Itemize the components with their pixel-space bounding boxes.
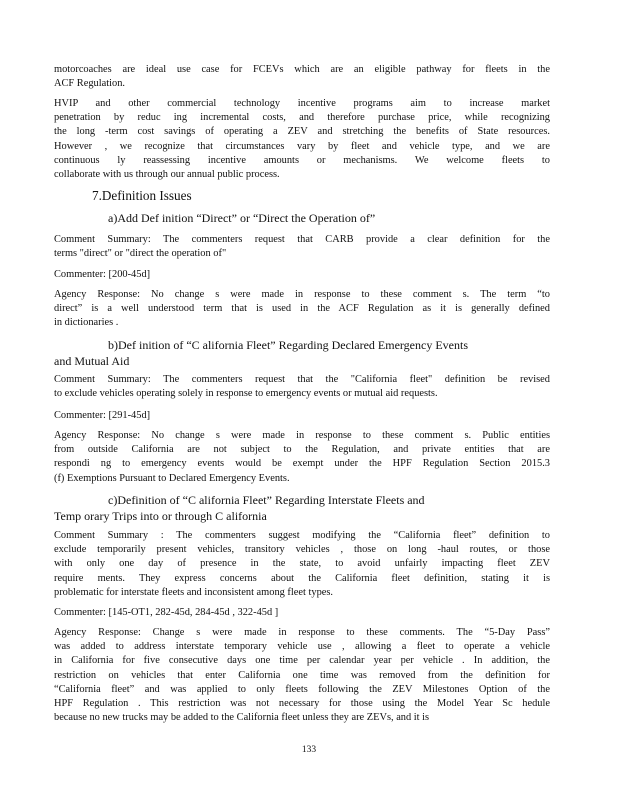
subsection-c-commenter — [54, 606, 550, 620]
text-line: with only one day of presence in the state, to avoid unfairly impacting fleet ZEV — [54, 558, 550, 570]
text-line: to exclude vehicles operating solely in response to emergency events or mutual aid requests. — [54, 388, 438, 400]
section-heading: 7.Definition Issues — [92, 188, 192, 203]
text-line: direct” is a well understood term that is used in the ACF Regulation as it is generally defined — [54, 303, 550, 315]
text-line: the long -term cost savings of operating a ZEV and stretching the benefits of State resources. — [54, 126, 550, 138]
text-line: Agency Response: No change s were made in response to these comment s. Public entities — [54, 430, 550, 441]
text-line: Comment Summary: The commenters request that the "California fleet" definition be revised — [54, 374, 550, 385]
page-number: 133 — [301, 745, 317, 755]
commenter-line: Commenter: [291-45d] — [54, 410, 151, 421]
text-line: HVIP and other commercial technology incentive programs aim to increase market — [54, 98, 550, 109]
text-line: Comment Summary: The commenters request that CARB provide a clear definition for the — [54, 234, 550, 245]
subsection-c-heading — [54, 493, 550, 524]
text-line: require ments. They express concerns about the California fleet definition, stating it is — [54, 572, 550, 584]
text-line: “California fleet” and was applied to only fleets following the ZEV Milestones Option of the — [54, 683, 550, 695]
text-line: continuous ly reassessing incentive amounts or mechanisms. We welcome fleets to — [54, 154, 550, 166]
commenter-line: Commenter: [200-45d] — [54, 269, 151, 280]
subsection-a-summary — [54, 233, 550, 261]
subsection-b-response — [54, 429, 550, 486]
subsection-b-summary — [54, 373, 550, 401]
subsection-c-summary — [54, 529, 550, 600]
text-line: restriction on vehicles that enter California one time was removed from the definition for — [54, 669, 550, 681]
text-line: HPF Regulation . This restriction was not necessary for those using the Model Year Sc hedule — [54, 698, 550, 710]
text-line: was added to address interstate temporary vehicle use , allowing a fleet to operate a vehicle — [54, 641, 550, 653]
subsection-b-heading — [54, 338, 550, 369]
text-line: Temp orary Trips into or through C alifornia — [54, 508, 267, 523]
intro-paragraph-2 — [54, 97, 550, 182]
subsection-a-heading — [108, 211, 548, 227]
intro-paragraph-1 — [54, 63, 550, 91]
text-line: However , we recognize that circumstances vary by fleet and vehicle type, and we are — [54, 140, 550, 152]
text-line: (f) Exemptions Pursuant to Declared Emergency Events. — [54, 472, 290, 484]
commenter-line: Commenter: [145-OT1, 282-45d, 284-45d , 322-45d ] — [54, 607, 279, 618]
subsection-a-commenter — [54, 268, 550, 282]
text-line: in California for five consecutive days one time per calendar year per vehicle . In addition, the — [54, 655, 550, 667]
text-line: a)Add Def inition “Direct” or “Direct the Operation of” — [108, 211, 376, 225]
text-line: in dictionaries . — [54, 317, 119, 329]
text-line: because no new trucks may be added to the California fleet unless they are ZEVs, and it is — [54, 712, 430, 724]
subsection-b-commenter — [54, 409, 550, 423]
text-line: ACF Regulation. — [54, 78, 126, 90]
text-line: b)Def inition of “C alifornia Fleet” Regarding Declared Emergency Events — [108, 338, 468, 352]
text-line: Agency Response: No change s were made in response to these comment s. The term “to — [54, 289, 550, 300]
text-line: Agency Response: Change s were made in response to these comments. The “5-Day Pass” — [54, 627, 550, 638]
text-line: collaborate with us through our annual public process. — [54, 169, 280, 181]
text-line: Comment Summary : The commenters suggest modifying the “California fleet” definition to — [54, 530, 550, 541]
text-line: from outside California are not subject to the Regulation, and private entities that are — [54, 444, 550, 456]
text-line: motorcoaches are ideal use case for FCEVs which are an eligible pathway for fleets in the — [54, 64, 550, 75]
text-line: exclude temporarily present vehicles, transitory vehicles , those on long -haul routes, or those — [54, 544, 550, 556]
text-line: c)Definition of “C alifornia Fleet” Regarding Interstate Fleets and — [108, 493, 425, 507]
subsection-c-response — [54, 626, 550, 725]
text-line: terms "direct" or "direct the operation of" — [54, 248, 227, 260]
text-line: and Mutual Aid — [54, 353, 130, 368]
text-line: problematic for interstate fleets and inconsistent among fleet types. — [54, 586, 334, 598]
text-line: penetration by reduc ing incremental costs, and therefore purchase price, while recognizing — [54, 112, 550, 124]
text-line: respondi ng to emergency events would be exempt under the HPF Regulation Section 2015.3 — [54, 458, 550, 470]
subsection-a-response — [54, 288, 550, 331]
